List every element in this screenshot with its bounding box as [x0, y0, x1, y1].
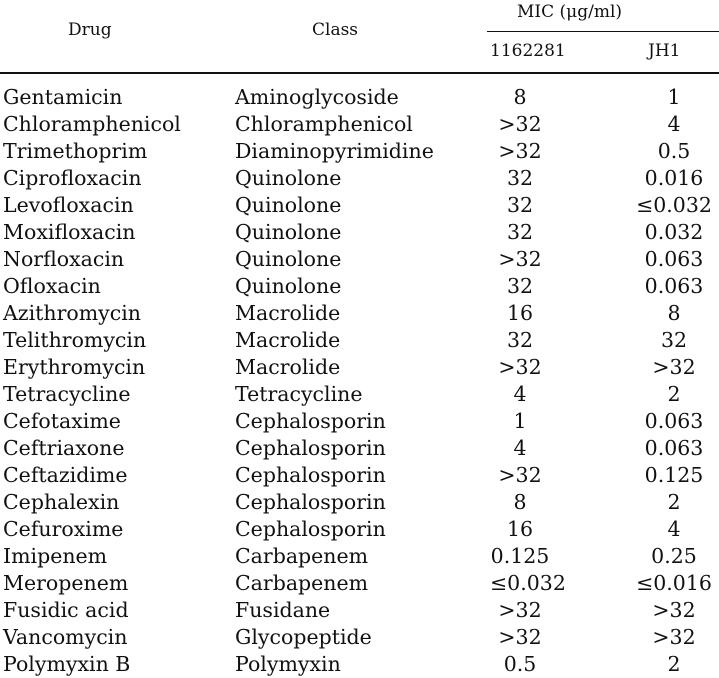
- mic-jh1-cell: 0.063: [644, 274, 704, 298]
- header-strain-1162281: 1162281: [490, 41, 566, 61]
- class-cell: Macrolide: [235, 301, 341, 325]
- mic-1162281-cell: >32: [498, 625, 542, 649]
- mic-1162281-cell: 0.125: [490, 544, 550, 568]
- class-cell: Carbapenem: [235, 544, 369, 568]
- mic-jh1-cell: 0.032: [644, 220, 704, 244]
- class-cell: Diaminopyrimidine: [235, 139, 434, 163]
- table-row: [0, 300, 719, 327]
- mic-jh1-cell: >32: [652, 598, 696, 622]
- mic-jh1-cell: 2: [667, 490, 681, 514]
- drug-cell: Cefuroxime: [3, 517, 124, 541]
- table-body: [0, 84, 719, 678]
- drug-cell: Ceftazidime: [3, 463, 128, 487]
- mic-jh1-cell: 0.25: [651, 544, 697, 568]
- mic-1162281-cell: 32: [506, 274, 534, 298]
- table-row: [0, 165, 719, 192]
- mic-1162281-cell: 16: [506, 301, 534, 325]
- drug-cell: Imipenem: [3, 544, 108, 568]
- header-drug: Drug: [68, 20, 112, 40]
- table-row: [0, 624, 719, 651]
- drug-cell: Ofloxacin: [3, 274, 101, 298]
- mic-jh1-cell: 0.063: [644, 436, 704, 460]
- class-cell: Cephalosporin: [235, 490, 386, 514]
- drug-cell: Cefotaxime: [3, 409, 121, 433]
- table-row: [0, 408, 719, 435]
- mic-jh1-cell: 32: [660, 328, 688, 352]
- table-row: [0, 84, 719, 111]
- drug-cell: Fusidic acid: [3, 598, 129, 622]
- table-row: [0, 246, 719, 273]
- mic-1162281-cell: 8: [513, 490, 527, 514]
- mic-1162281-cell: 32: [506, 166, 534, 190]
- mic-1162281-cell: 32: [506, 193, 534, 217]
- mic-1162281-cell: 0.5: [503, 652, 537, 676]
- class-cell: Quinolone: [235, 247, 342, 271]
- mic-jh1-cell: 8: [667, 301, 681, 325]
- class-cell: Cephalosporin: [235, 436, 386, 460]
- class-cell: Carbapenem: [235, 571, 369, 595]
- table-row: [0, 570, 719, 597]
- mic-jh1-cell: 0.016: [644, 166, 704, 190]
- drug-cell: Trimethoprim: [3, 139, 148, 163]
- table-row: [0, 354, 719, 381]
- drug-cell: Erythromycin: [3, 355, 146, 379]
- mic-jh1-cell: >32: [652, 355, 696, 379]
- class-cell: Cephalosporin: [235, 463, 386, 487]
- class-cell: Aminoglycoside: [235, 85, 399, 109]
- table-row: [0, 273, 719, 300]
- mic-1162281-cell: 32: [506, 220, 534, 244]
- table-row: [0, 462, 719, 489]
- drug-cell: Azithromycin: [3, 301, 142, 325]
- drug-cell: Vancomycin: [3, 625, 128, 649]
- mic-jh1-cell: 4: [667, 517, 681, 541]
- mic-1162281-cell: >32: [498, 247, 542, 271]
- table-row: [0, 111, 719, 138]
- drug-cell: Polymyxin B: [3, 652, 131, 676]
- class-cell: Quinolone: [235, 220, 342, 244]
- mic-jh1-cell: 4: [667, 112, 681, 136]
- table-row: [0, 651, 719, 678]
- table-row: [0, 597, 719, 624]
- mic-1162281-cell: 8: [513, 85, 527, 109]
- class-cell: Polymyxin: [235, 652, 341, 676]
- drug-cell: Ceftriaxone: [3, 436, 125, 460]
- class-cell: Quinolone: [235, 193, 342, 217]
- mic-1162281-cell: 16: [506, 517, 534, 541]
- mic-jh1-cell: 2: [667, 652, 681, 676]
- table-row: [0, 192, 719, 219]
- drug-cell: Tetracycline: [3, 382, 131, 406]
- drug-cell: Cephalexin: [3, 490, 120, 514]
- class-cell: Fusidane: [235, 598, 331, 622]
- drug-cell: Ciprofloxacin: [3, 166, 142, 190]
- mic-1162281-cell: >32: [498, 355, 542, 379]
- class-cell: Tetracycline: [235, 382, 363, 406]
- table-row: [0, 489, 719, 516]
- mic-jh1-cell: ≤0.016: [636, 571, 712, 595]
- header-mic: MIC (μg/ml): [517, 2, 623, 22]
- mic-1162281-cell: >32: [498, 598, 542, 622]
- drug-cell: Norfloxacin: [3, 247, 125, 271]
- table-row: [0, 138, 719, 165]
- drug-cell: Moxifloxacin: [3, 220, 136, 244]
- class-cell: Macrolide: [235, 328, 341, 352]
- drug-cell: Meropenem: [3, 571, 129, 595]
- header-class: Class: [312, 20, 359, 40]
- mic-jh1-cell: 0.5: [657, 139, 691, 163]
- mic-header-rule: [487, 31, 719, 32]
- drug-cell: Chloramphenicol: [3, 112, 181, 136]
- table-row: [0, 435, 719, 462]
- class-cell: Chloramphenicol: [235, 112, 413, 136]
- mic-jh1-cell: 0.125: [644, 463, 704, 487]
- mic-1162281-cell: >32: [498, 463, 542, 487]
- mic-1162281-cell: 4: [513, 436, 527, 460]
- table-row: [0, 516, 719, 543]
- mic-jh1-cell: 1: [667, 85, 681, 109]
- drug-cell: Telithromycin: [3, 328, 147, 352]
- class-cell: Quinolone: [235, 166, 342, 190]
- drug-cell: Levofloxacin: [3, 193, 134, 217]
- mic-1162281-cell: ≤0.032: [490, 571, 566, 595]
- mic-1162281-cell: 32: [506, 328, 534, 352]
- mic-1162281-cell: 4: [513, 382, 527, 406]
- mic-1162281-cell: 1: [513, 409, 527, 433]
- mic-jh1-cell: >32: [652, 625, 696, 649]
- table-row: [0, 381, 719, 408]
- mic-jh1-cell: 0.063: [644, 409, 704, 433]
- table-row: [0, 219, 719, 246]
- mic-jh1-cell: 2: [667, 382, 681, 406]
- class-cell: Cephalosporin: [235, 517, 386, 541]
- drug-cell: Gentamicin: [3, 85, 123, 109]
- table-row: [0, 543, 719, 570]
- header-strain-jh1: JH1: [648, 41, 681, 61]
- table-row: [0, 327, 719, 354]
- class-cell: Cephalosporin: [235, 409, 386, 433]
- mic-1162281-cell: >32: [498, 139, 542, 163]
- class-cell: Macrolide: [235, 355, 341, 379]
- mic-jh1-cell: 0.063: [644, 247, 704, 271]
- header-bottom-rule: [0, 72, 719, 74]
- class-cell: Glycopeptide: [235, 625, 372, 649]
- mic-1162281-cell: >32: [498, 112, 542, 136]
- class-cell: Quinolone: [235, 274, 342, 298]
- mic-jh1-cell: ≤0.032: [636, 193, 712, 217]
